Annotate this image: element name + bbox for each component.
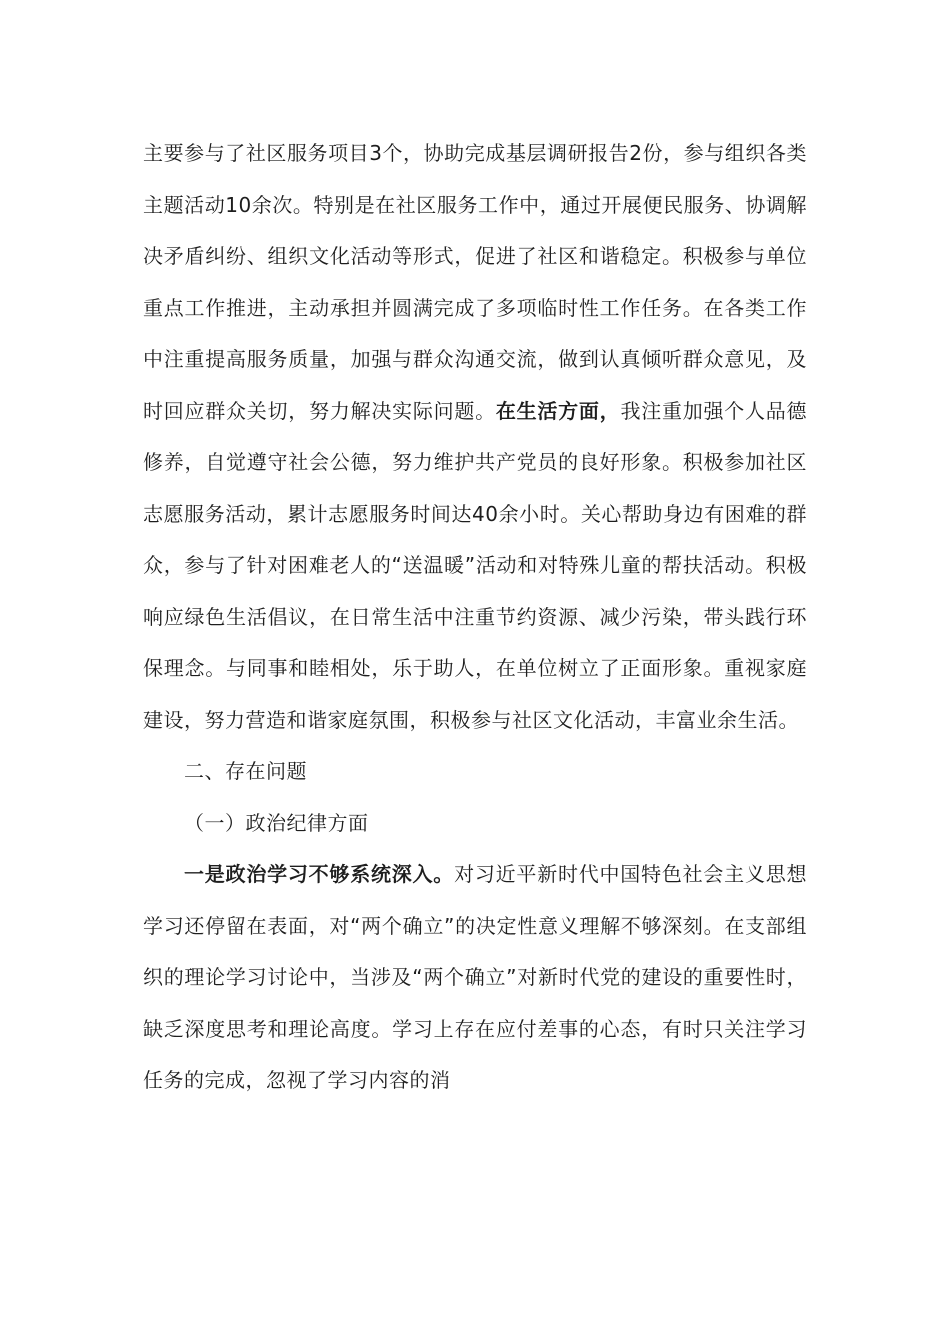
issue-lead: 一是政治学习不够系统深入。 xyxy=(184,862,455,886)
life-section-lead: 在生活方面， xyxy=(495,398,621,423)
section-heading: 二、存在问题 xyxy=(184,759,307,783)
paragraph-text: 我注重加强个人品德修养，自觉遵守社会公德，努力维护共产党员的良好形象。积极参加社区志愿服务活动，累计志愿服务时间达40余小时。关心帮助身边有困难的群众，参与了针对困难老人的“送温暖”活动和对特殊儿童的帮扶活动。积极响应绿色生活倡议，在日常生活中注重节约资源、减少污染，带头践行环保理念。与同事和睦相处，乐于助人，在单位树立了正面形象。重视家庭建设，努力营造和谐家庭氛围，积极参与社区文化活动，丰富业余生活。 xyxy=(143,398,808,732)
document-body xyxy=(143,128,807,1107)
subsection-heading: （一）政治纪律方面 xyxy=(184,810,369,835)
paragraph-text: 主要参与了社区服务项目3个，协助完成基层调研报告2份，参与组织各类主题活动10余次。特别是在社区服务工作中，通过开展便民服务、协调解决矛盾纠纷、组织文化活动等形式，促进了社区和谐稳定。积极参与单位重点工作推进，主动承担并圆满完成了多项临时性工作任务。在各类工作中注重提高服务质量，加强与群众沟通交流，做到认真倾听群众意见，及时回应群众关切，努力解决实际问题。 xyxy=(143,141,807,423)
paragraph-work-and-life xyxy=(143,128,807,746)
paragraph-political-study xyxy=(143,849,807,1107)
paragraph-text: 对习近平新时代中国特色社会主义思想学习还停留在表面，对“两个确立”的决定性意义理解不够深刻。在支部组织的理论学习讨论中，当涉及“两个确立”对新时代党的建设的重要性时，缺乏深度思考和理论高度。学习上存在应付差事的心态，有时只关注学习任务的完成，忽视了学习内容的消 xyxy=(143,862,808,1092)
